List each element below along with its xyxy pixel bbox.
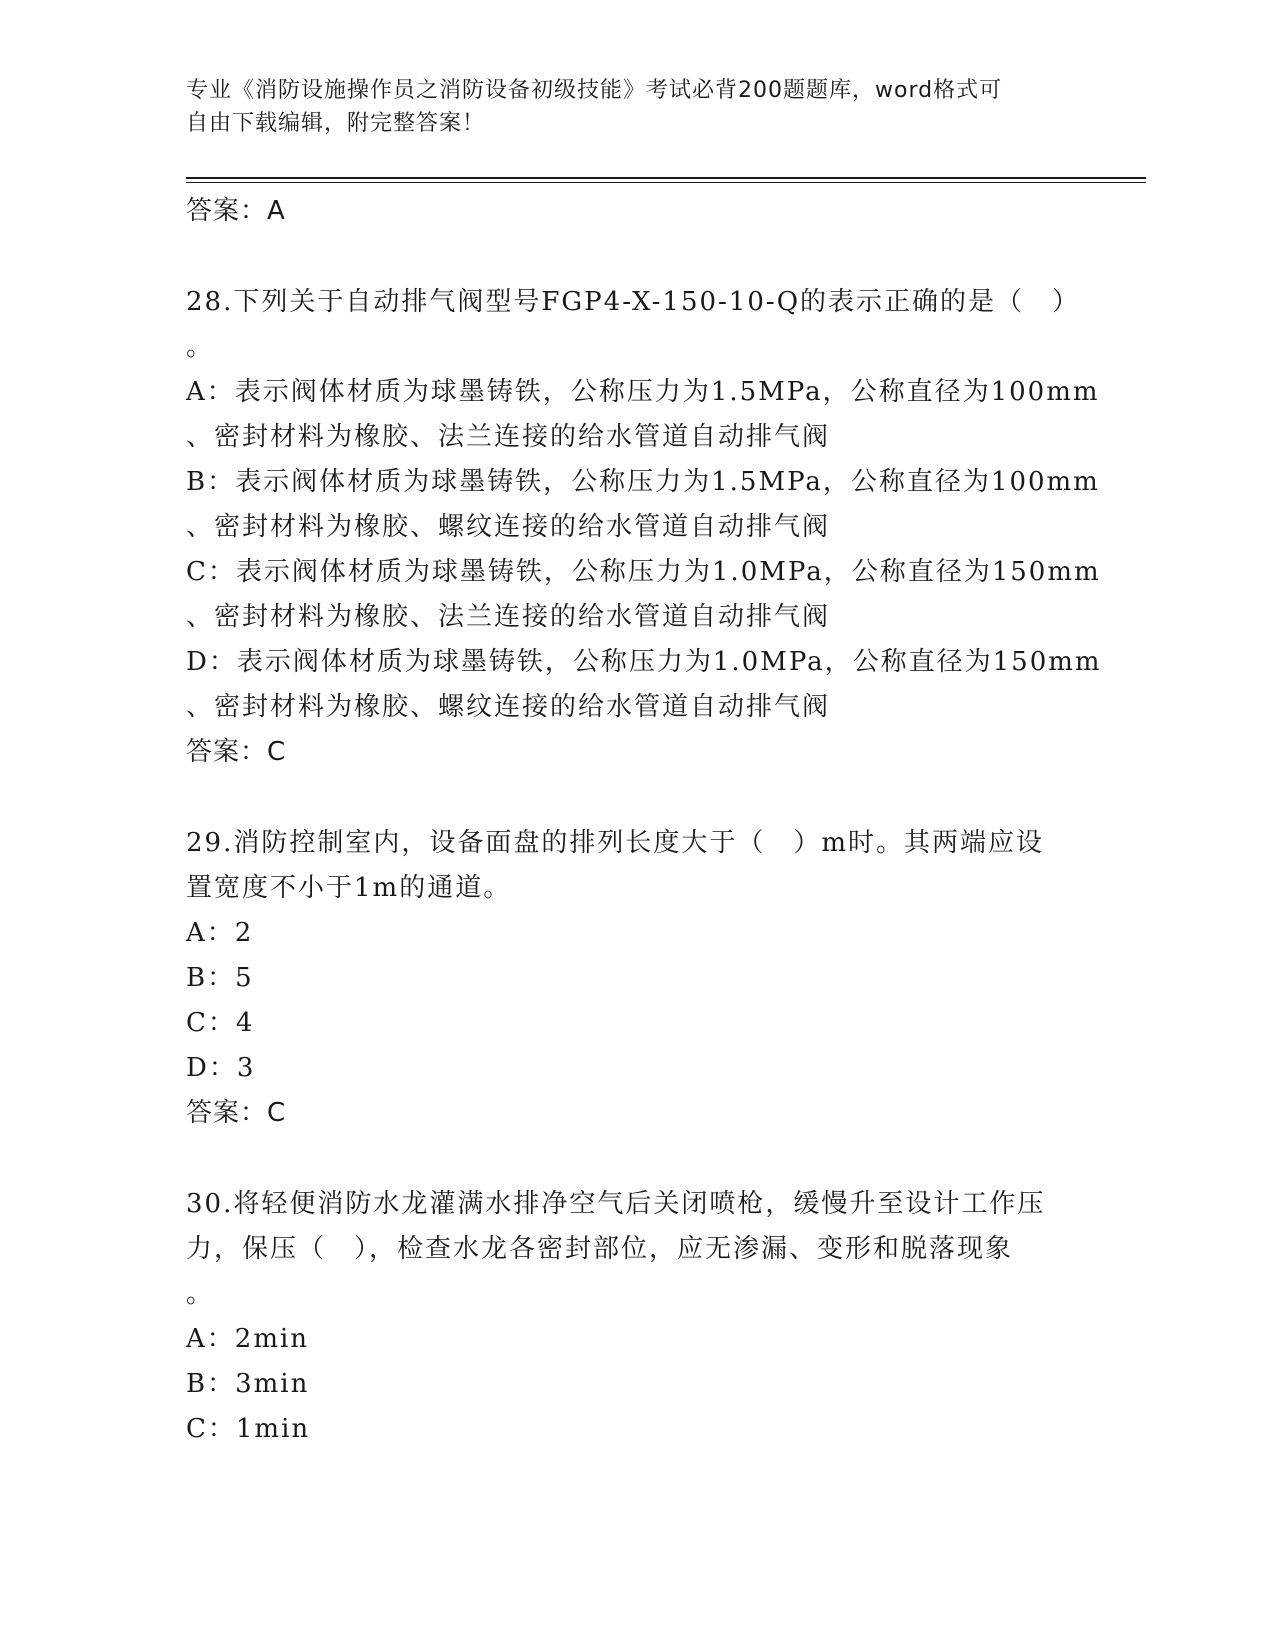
previous-answer: 答案：A	[186, 196, 286, 226]
option-c: C：4	[186, 1008, 255, 1038]
header-line-1: 专业《消防设施操作员之消防设备初级技能》考试必背200题题库，word格式可	[186, 78, 1003, 103]
question-30	[186, 1182, 1066, 1452]
option-text: 、密封材料为橡胶、法兰连接的给水管道自动排气阀	[186, 602, 831, 632]
option-text: A：表示阀体材质为球墨铸铁，公称压力为1.5MPa，公称直径为100mm	[186, 377, 1100, 407]
question-text: 。	[186, 332, 215, 362]
question-text: 30.将轻便消防水龙灌满水排净空气后关闭喷枪，缓慢升至设计工作压	[186, 1189, 1046, 1219]
option-text: C：表示阀体材质为球墨铸铁，公称压力为1.0MPa，公称直径为150mm	[186, 557, 1101, 587]
header-divider-thin	[186, 182, 1146, 183]
answer: 答案：C	[186, 1098, 287, 1128]
question-text: 置宽度不小于1m的通道。	[186, 873, 512, 903]
question-text: 28.下列关于自动排气阀型号FGP4-X-150-10-Q的表示正确的是（ ）	[186, 287, 1081, 317]
header-divider	[186, 177, 1146, 179]
option-b: B：5	[186, 963, 254, 993]
question-text: 29.消防控制室内，设备面盘的排列长度大于（ ）m时。其两端应设	[186, 828, 1045, 858]
option-a	[186, 370, 1100, 460]
document-header	[186, 74, 1066, 140]
option-a: A：2	[186, 918, 254, 948]
option-a: A：2min	[186, 1324, 310, 1354]
option-c: C：1min	[186, 1414, 311, 1444]
question-29	[186, 821, 1066, 1135]
question-text: 力，保压（ ），检查水龙各密封部位，应无渗漏、变形和脱落现象	[186, 1234, 1014, 1264]
header-line-2: 自由下载编辑，附完整答案！	[186, 111, 486, 136]
option-text: 、密封材料为橡胶、螺纹连接的给水管道自动排气阀	[186, 692, 831, 722]
option-c	[186, 550, 1101, 640]
option-b: B：3min	[186, 1369, 310, 1399]
option-text: 、密封材料为橡胶、法兰连接的给水管道自动排气阀	[186, 422, 831, 452]
option-b	[186, 460, 1100, 550]
option-d: D：3	[186, 1053, 256, 1083]
option-d	[186, 640, 1102, 730]
question-text: 。	[186, 1279, 215, 1309]
option-text: D：表示阀体材质为球墨铸铁，公称压力为1.0MPa，公称直径为150mm	[186, 647, 1102, 677]
option-text: 、密封材料为橡胶、螺纹连接的给水管道自动排气阀	[186, 512, 831, 542]
option-text: B：表示阀体材质为球墨铸铁，公称压力为1.5MPa，公称直径为100mm	[186, 467, 1100, 497]
question-28	[186, 280, 1102, 774]
question-list	[186, 189, 1102, 1452]
answer: 答案：C	[186, 737, 287, 767]
